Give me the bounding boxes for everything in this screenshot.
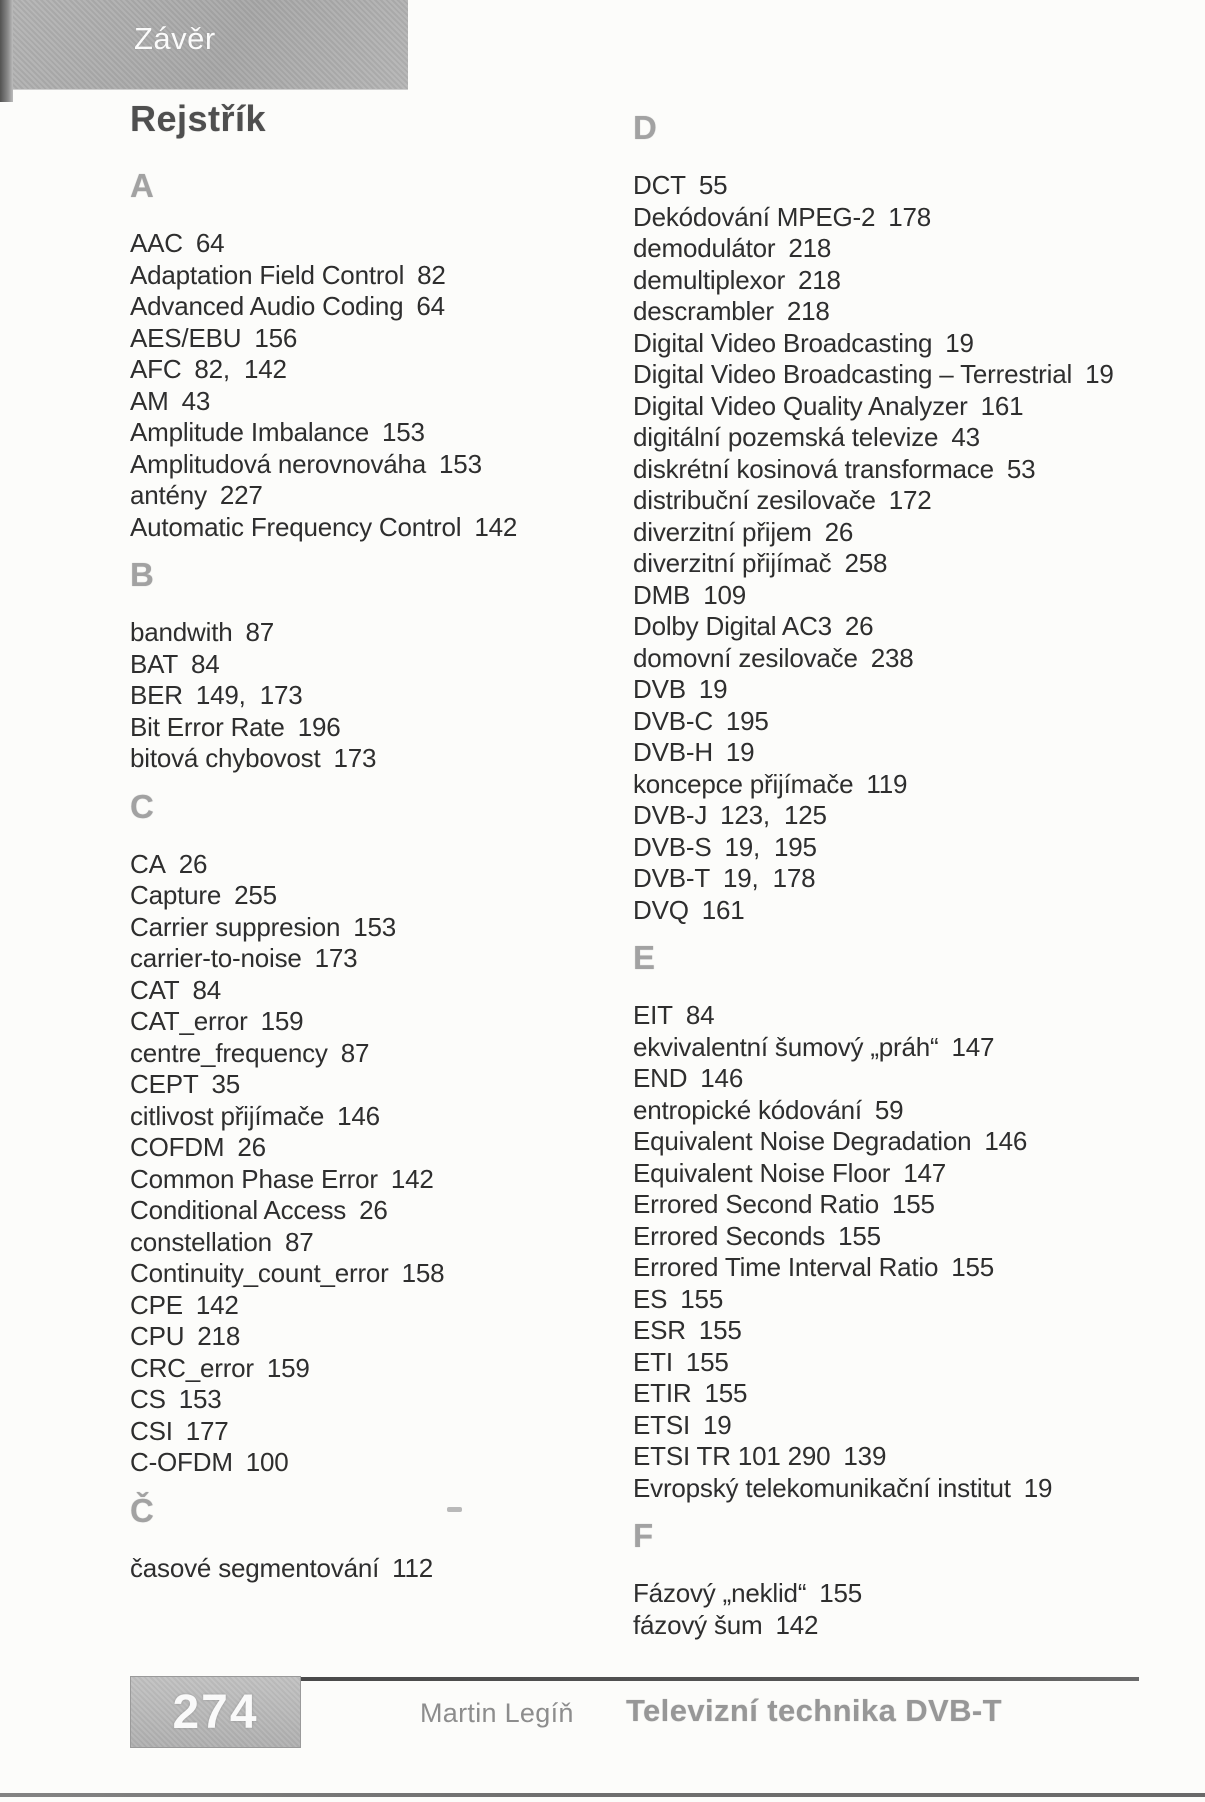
chapter-title: Závěr [134,21,216,56]
index-term: diverzitní přijem [633,516,812,547]
index-page-numbers: 218 [197,1321,241,1351]
index-page-numbers: 153 [439,448,482,479]
index-entry [130,1006,600,1038]
page-title: Rejstřík [130,98,267,139]
index-entry [633,1315,1173,1347]
index-entries [130,228,600,543]
index-term: koncepce přijímače [633,768,854,799]
index-entry [130,1101,600,1133]
index-page-numbers: 123, 125 [720,800,827,830]
index-page-numbers: 43 [951,422,980,452]
index-term: AES/EBU [130,322,242,353]
index-term: ETSI TR 101 290 [633,1441,831,1471]
index-entry [130,449,600,481]
index-term: DVB-H [633,737,713,767]
index-term: descrambler [633,296,774,326]
index-entry [130,680,600,712]
index-page-numbers: 19 [945,327,974,358]
index-page-numbers: 142 [474,511,518,542]
index-entry [633,1032,1173,1064]
index-entry [130,912,600,944]
index-term: Automatic Frequency Control [130,511,462,542]
index-term: DVB-T [633,863,711,893]
index-entry [633,1095,1173,1127]
index-entry [633,1000,1173,1032]
index-term: ETI [633,1346,673,1377]
index-entry [633,769,1173,801]
index-entry [633,296,1173,328]
index-term: AM [130,385,169,416]
index-entry [130,512,600,544]
index-page-numbers: 153 [178,1384,222,1414]
index-entries [130,1553,600,1585]
index-page-numbers: 64 [195,228,225,258]
index-page-numbers: 172 [888,485,932,515]
index-page-numbers: 26 [359,1195,388,1225]
index-term: CPE [130,1289,183,1320]
index-entry [633,674,1173,706]
index-term: Digital Video Quality Analyzer [633,390,968,421]
index-entry [130,1164,600,1196]
index-page-numbers: 196 [297,711,341,742]
index-term: CPU [130,1321,185,1351]
index-page-numbers: 195 [725,705,769,736]
index-page-numbers: 142 [195,1289,239,1320]
index-entry [633,1347,1173,1379]
index-term: CA [130,848,166,879]
index-entry [130,1321,600,1353]
index-page-numbers: 19, 178 [723,863,816,893]
index-entry [633,1063,1173,1095]
chapter-header-band [13,0,408,89]
index-page-numbers: 227 [219,480,263,510]
index-column-left [130,96,600,1598]
index-entry [633,233,1173,265]
index-term: Capture [130,880,222,910]
index-page-numbers: 19 [698,674,728,704]
index-page-numbers: 146 [984,1126,1028,1156]
index-page-numbers: 161 [980,390,1024,421]
index-page-numbers: 155 [951,1252,995,1282]
index-page-numbers: 218 [788,233,832,263]
index-page-numbers: 55 [698,170,728,200]
index-entry [130,975,600,1007]
index-entry [633,422,1173,454]
binding-edge [0,0,13,102]
index-section-E [633,940,1173,1504]
index-term: Equivalent Noise Degradation [633,1126,972,1156]
index-entry [130,649,600,681]
index-entries [130,617,600,775]
index-entry [633,580,1173,612]
scan-artifact [447,1507,462,1512]
index-term: Dolby Digital AC3 [633,611,832,641]
index-term: diverzitní přijímač [633,548,832,578]
index-page-numbers: 173 [333,743,377,773]
index-entry [130,417,600,449]
index-page-numbers: 26 [178,848,208,879]
index-term: AFC [130,354,182,384]
index-term: bandwith [130,617,233,647]
index-page-numbers: 59 [874,1094,904,1125]
index-entries [633,1578,1173,1641]
index-entry [130,1038,600,1070]
index-entries [633,1000,1173,1504]
index-entry [633,1610,1173,1642]
index-entry [633,391,1173,423]
index-page-numbers: 155 [685,1346,729,1377]
index-term: DMB [633,579,691,610]
index-entry [633,737,1173,769]
index-term: bitová chybovost [130,743,321,773]
index-page-numbers: 19 [1023,1472,1053,1503]
index-term: Advanced Audio Coding [130,291,404,321]
index-page-numbers: 177 [185,1415,229,1446]
index-term: carrier-to-noise [130,943,302,973]
index-entry [633,706,1173,738]
index-term: demodulátor [633,233,776,263]
page-bottom-edge [0,1793,1205,1797]
index-term: BAT [130,648,179,679]
index-term: Amplitude Imbalance [130,417,369,447]
index-entry [633,265,1173,297]
index-entry [130,1384,600,1416]
index-page-numbers: 146 [700,1063,744,1093]
index-entry [633,454,1173,486]
index-page-numbers: 82 [417,259,446,290]
index-page-numbers: 112 [392,1552,433,1583]
index-entry [130,228,600,260]
index-page-numbers: 155 [819,1578,863,1608]
index-page-numbers: 100 [245,1447,289,1477]
index-entry [633,1158,1173,1190]
index-term: DVQ [633,894,689,925]
index-entry [130,1447,600,1479]
index-term: AAC [130,228,183,258]
index-entry [130,1132,600,1164]
index-term: CSI [130,1415,173,1446]
section-letter: D [633,109,657,146]
index-page-numbers: 109 [703,579,746,610]
section-letter: C [130,787,154,825]
index-term: Digital Video Broadcasting [633,327,933,358]
index-page-numbers: 159 [266,1352,310,1383]
index-page-numbers: 43 [181,385,211,416]
index-term: demultiplexor [633,264,786,295]
index-page-numbers: 156 [254,322,298,353]
index-section-F [633,1518,1173,1641]
index-entry [633,1378,1173,1410]
page-number: 274 [172,1685,259,1739]
footer-book-title: Televizní technika DVB-T [626,1693,1002,1728]
index-term: CAT_error [130,1006,248,1036]
index-term: Errored Seconds [633,1220,826,1251]
index-page-numbers: 218 [786,296,830,326]
index-page-numbers: 84 [191,648,220,679]
index-entry [633,517,1173,549]
index-page-numbers: 255 [234,880,277,910]
index-entry [633,800,1173,832]
index-entry [130,386,600,418]
index-entry [130,743,600,775]
index-term: constellation [130,1226,272,1257]
index-page-numbers: 173 [314,943,358,973]
index-entry [130,323,600,355]
index-entry [130,1416,600,1448]
footer-author: Martin Legíň [420,1698,574,1728]
index-term: DVB [633,674,686,704]
index-page-numbers: 153 [353,911,397,942]
index-entries [130,849,600,1479]
index-page-numbers: 178 [888,201,932,232]
index-term: distribuční zesilovače [633,485,876,515]
index-term: Amplitudová nerovnováha [130,448,427,479]
index-term: citlivost přijímače [130,1100,325,1131]
index-page-numbers: 153 [382,417,425,447]
index-section-D [633,110,1173,926]
index-section-B [130,557,600,775]
index-entry [633,1441,1173,1473]
index-term: entropické kódování [633,1094,862,1125]
index-page-numbers: 159 [260,1006,304,1036]
index-term: END [633,1063,688,1093]
index-page-numbers: 26 [237,1132,266,1162]
index-entry [633,1126,1173,1158]
index-term: DVB-C [633,705,713,736]
index-term: CAT [130,974,180,1005]
index-term: Errored Time Interval Ratio [633,1252,939,1282]
index-entry [130,480,600,512]
index-entry [633,832,1173,864]
index-entry [633,611,1173,643]
index-page-numbers: 19, 195 [724,831,817,862]
index-entry [130,1290,600,1322]
section-letter: B [130,556,154,593]
index-term: C-OFDM [130,1447,233,1477]
index-page-numbers: 218 [798,264,841,295]
index-term: BER [130,680,183,710]
index-entries [633,170,1173,926]
index-term: centre_frequency [130,1037,328,1068]
index-page-numbers: 64 [416,291,445,321]
index-term: Equivalent Noise Floor [633,1157,891,1188]
index-section-C [130,789,600,1479]
index-term: digitální pozemská televize [633,422,939,452]
index-page-numbers: 35 [211,1069,241,1099]
index-term: Errored Second Ratio [633,1189,880,1219]
index-entry [633,863,1173,895]
index-page-numbers: 87 [245,617,275,647]
index-entry [130,291,600,323]
index-entry [633,359,1173,391]
index-term: Carrier suppresion [130,911,341,942]
index-entry [633,643,1173,675]
index-entry [633,1284,1173,1316]
index-entry [633,170,1173,202]
footer-rule [301,1677,1139,1681]
index-page-numbers: 155 [704,1378,748,1408]
index-entry [633,485,1173,517]
index-page-numbers: 26 [844,611,874,641]
index-entry [633,1252,1173,1284]
index-page-numbers: 238 [870,642,914,673]
index-page-numbers: 147 [951,1031,995,1062]
index-page-numbers: 158 [401,1258,445,1288]
index-entry [633,895,1173,927]
index-section-Č [130,1493,600,1585]
index-page-numbers: 155 [838,1220,881,1251]
index-page-numbers: 19 [1085,359,1114,389]
index-page-numbers: 84 [192,974,222,1005]
index-entry [130,354,600,386]
index-entry [130,1353,600,1385]
index-page-numbers: 82, 142 [194,354,287,384]
index-term: časové segmentování [130,1552,380,1583]
index-term: Evropský telekomunikační institut [633,1472,1011,1503]
index-entry [633,328,1173,360]
index-term: ETIR [633,1378,692,1408]
index-page-numbers: 147 [903,1157,946,1188]
index-entry [633,1578,1173,1610]
index-page-numbers: 19 [725,737,755,767]
index-page-numbers: 155 [698,1315,742,1345]
index-page-numbers: 87 [340,1037,370,1068]
index-page-numbers: 161 [701,894,745,925]
section-letter: A [130,167,154,204]
index-term: CRC_error [130,1352,254,1383]
index-term: Digital Video Broadcasting – Terrestrial [633,359,1073,389]
index-page-numbers: 139 [843,1441,887,1471]
section-letter: E [633,939,656,976]
index-term: Bit Error Rate [130,711,285,742]
index-term: Adaptation Field Control [130,259,405,290]
index-page-numbers: 258 [844,548,888,578]
index-entry [130,712,600,744]
index-entry [130,617,600,649]
index-term: ES [633,1283,668,1314]
index-term: Fázový „neklid“ [633,1578,807,1608]
index-term: CEPT [130,1069,199,1099]
index-term: domovní zesilovače [633,642,858,673]
index-term: fázový šum [633,1609,763,1640]
index-term: ESR [633,1315,686,1345]
index-page-numbers: 142 [775,1609,819,1640]
index-entry [130,849,600,881]
index-term: antény [130,480,207,510]
index-term: Continuity_count_error [130,1258,389,1288]
index-page-numbers: 142 [390,1163,434,1194]
section-letter: Č [130,1491,154,1529]
index-entry [130,1195,600,1227]
index-entry [130,943,600,975]
index-page-numbers: 26 [824,516,854,547]
index-section-A [130,168,600,543]
index-term: EIT [633,1000,673,1030]
index-entry [130,1069,600,1101]
index-term: COFDM [130,1132,225,1162]
index-page-numbers: 19 [703,1409,732,1440]
index-entry [633,1189,1173,1221]
index-page-numbers: 53 [1006,453,1036,484]
index-term: Dekódování MPEG-2 [633,201,876,232]
index-page-numbers: 149, 173 [195,680,303,710]
index-entry [130,260,600,292]
index-entry [130,1227,600,1259]
index-term: DCT [633,170,686,200]
index-term: Conditional Access [130,1195,347,1225]
index-term: Common Phase Error [130,1163,378,1194]
section-letter: F [633,1517,654,1554]
index-page-numbers: 87 [284,1226,314,1257]
index-term: ETSI [633,1409,690,1440]
index-term: diskrétní kosinová transformace [633,453,994,484]
index-entry [633,548,1173,580]
index-entry [633,1473,1173,1505]
index-entry [130,1553,600,1585]
index-term: DVB-S [633,831,712,862]
index-entry [633,202,1173,234]
index-page-numbers: 119 [866,768,908,799]
index-entry [633,1221,1173,1253]
index-entry [130,880,600,912]
index-page-numbers: 84 [685,1000,715,1030]
index-column-right [633,110,1173,1655]
index-entry [130,1258,600,1290]
index-page-numbers: 155 [680,1283,724,1314]
index-term: ekvivalentní šumový „práh“ [633,1031,939,1062]
index-term: CS [130,1384,166,1414]
index-page-numbers: 146 [337,1100,380,1131]
index-term: DVB-J [633,800,708,830]
page-number-box [130,1676,301,1748]
index-page-numbers: 155 [892,1189,935,1219]
index-entry [633,1410,1173,1442]
